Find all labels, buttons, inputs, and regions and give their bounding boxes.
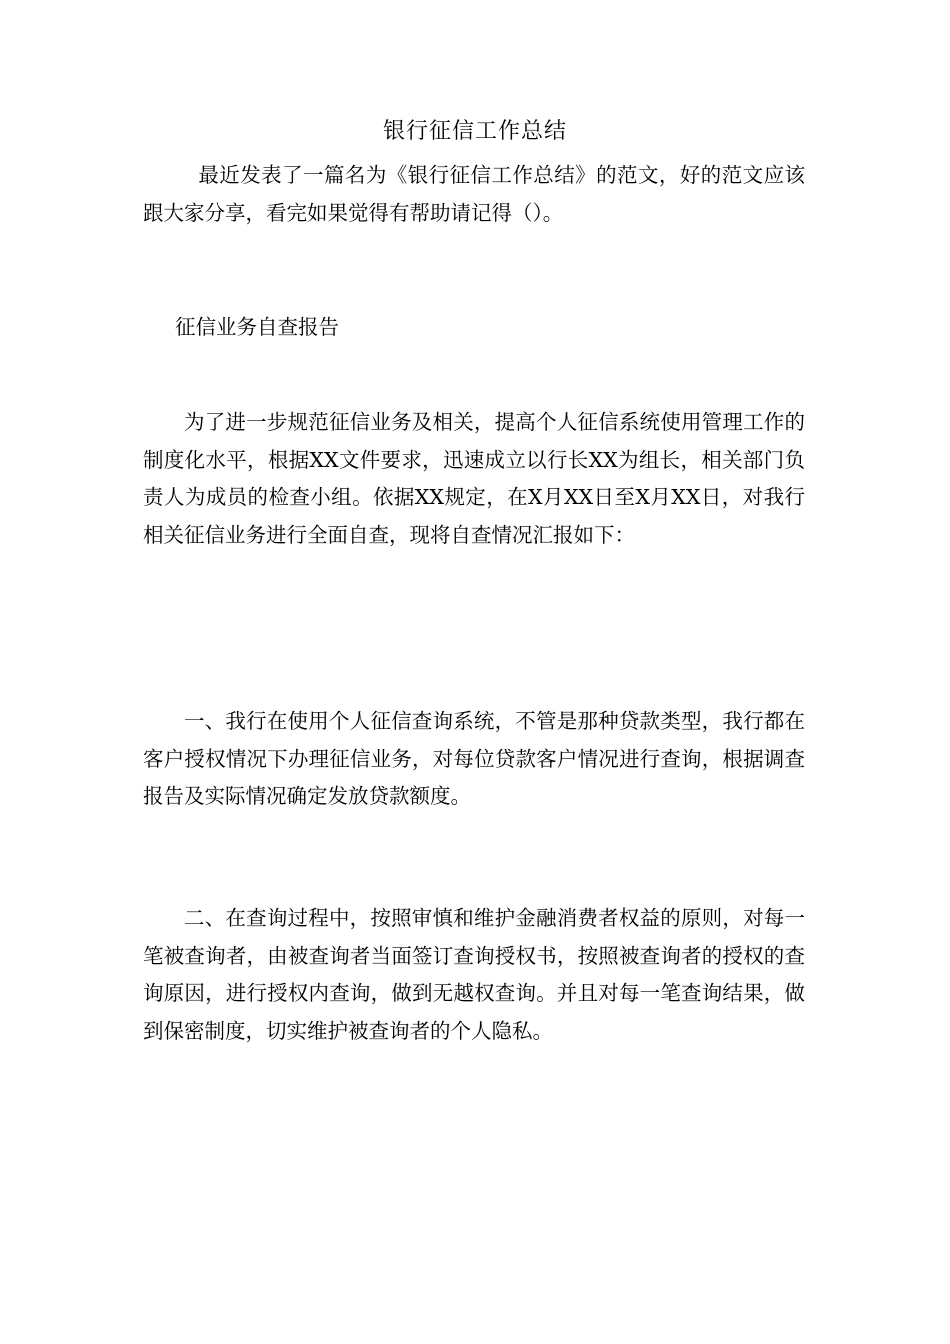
- document-title: 银行征信工作总结: [382, 119, 567, 144]
- intro-paragraph: 最近发表了一篇名为《银行征信工作总结》的范文，好的范文应该跟大家分享，看完如果觉得有帮助请记得（）。: [143, 163, 805, 225]
- body-paragraph-1: 为了进一步规范征信业务及相关，提高个人征信系统使用管理工作的制度化水平，根据XX文件要求，迅速成立以行长XX为组长，相关部门负责人为成员的检查小组。依据XX规定，在X月XX日至X月XX日，对我行相关征信业务进行全面自查，现将自查情况汇报如下：: [143, 410, 805, 547]
- section-heading: 征信业务自查报告: [175, 315, 339, 339]
- body-paragraph-2: 一、我行在使用个人征信查询系统，不管是那种贷款类型，我行都在客户授权情况下办理征信业务，对每位贷款客户情况进行查询，根据调查报告及实际情况确定发放贷款额度。: [143, 709, 805, 808]
- body-paragraph-3: 二、在查询过程中，按照审慎和维护金融消费者权益的原则，对每一笔被查询者，由被查询者当面签订查询授权书，按照被查询者的授权的查询原因，进行授权内查询，做到无越权查询。并且对每一笔查询结果，做到保密制度，切实维护被查询者的个人隐私。: [143, 906, 805, 1043]
